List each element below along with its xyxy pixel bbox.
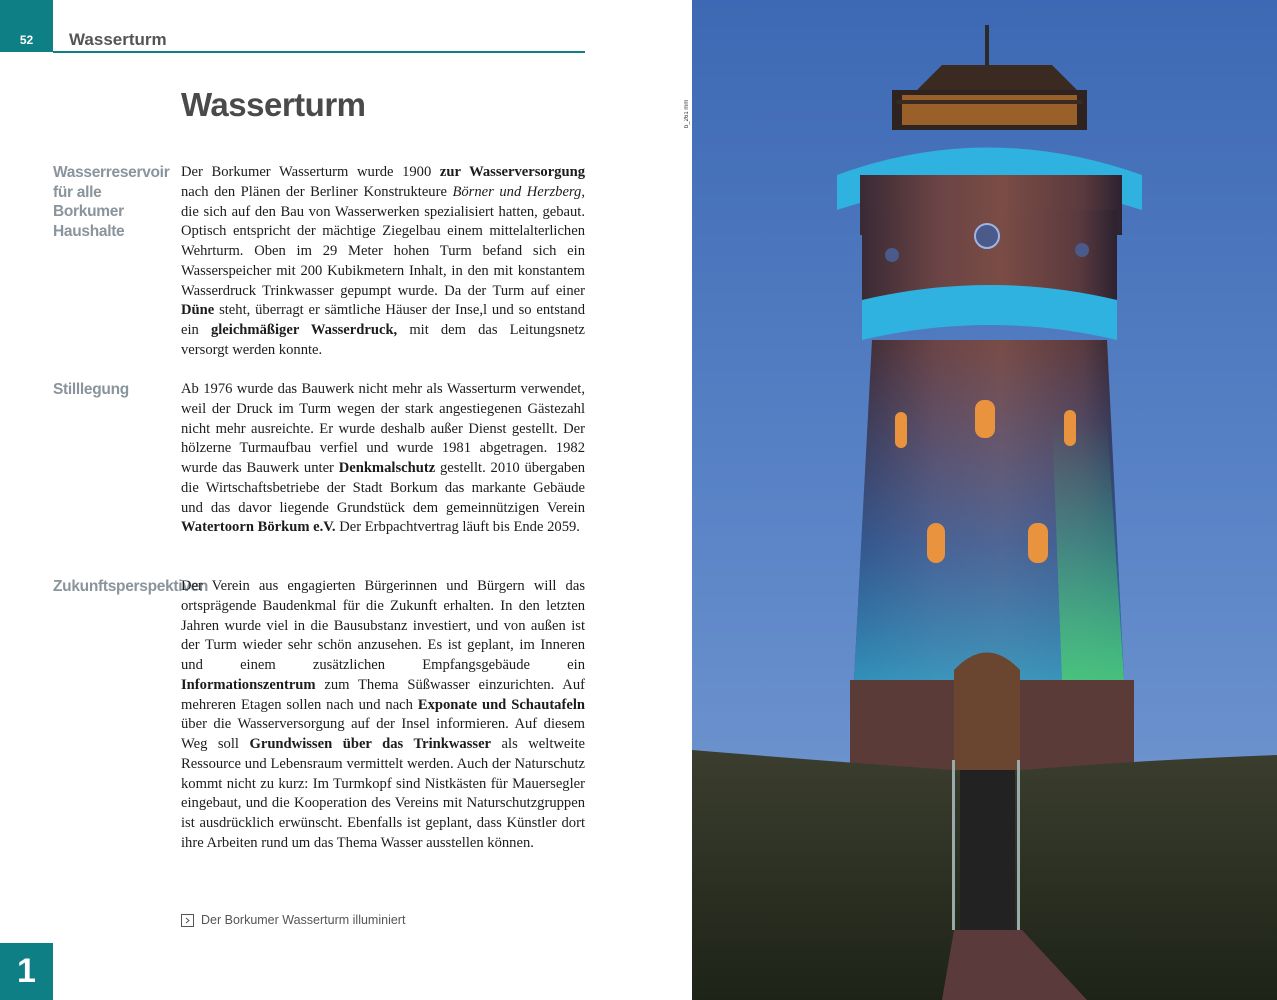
- emphasis-run: Düne: [181, 302, 215, 319]
- paragraph: [181, 577, 585, 854]
- text-run: gestellt. 2010 übergaben die Wirtschaftsbetriebe der Stadt Borkum das markante Gebäude und das davor liegende Grundstück dem gemeinnützigen Verein: [181, 460, 585, 516]
- section-body-reservoir: [181, 163, 585, 361]
- paragraph: [181, 380, 585, 538]
- side-heading-stilllegung: Stilllegung: [53, 381, 129, 398]
- section-body-zukunft: [181, 577, 585, 854]
- emphasis-run: Exponate und Schautafeln: [417, 696, 585, 713]
- chapter-number: 1: [17, 952, 36, 990]
- text-run: steht, überragt er sämtliche Häuser der Inse,l und so entstand ein: [181, 302, 585, 338]
- side-heading-zukunft: Zukunftsperspektiven: [53, 578, 209, 595]
- text-run: Der Verein aus engagierten Bürgerinnen und Bürgern will das ortsprägende Baudenkmal für die Zukunft erhalten. In den letzten Jahren wurde viel in die Bausubstanz investiert, und von außen ist der Turm wieder sehr schön anzusehen. Es ist geplant, im Inneren und einem zusätzlichen Empfangsgebäude ein: [181, 578, 585, 673]
- emphasis-run: Börner und Herzberg,: [452, 183, 585, 200]
- text-run: mit dem das Leitungsnetz versorgt werden konnte.: [181, 322, 586, 358]
- running-header: Wasserturm: [69, 30, 167, 49]
- side-heading-reservoir: Wasserreservoir für alle Borkumer Haushalte: [53, 164, 170, 240]
- emphasis-run: Denkmalschutz: [338, 460, 436, 476]
- page-number: 52: [19, 33, 34, 47]
- emphasis-run: zur Wasserversorgung: [439, 164, 586, 180]
- text-run: über die Wasserversorgung auf der Insel informieren. Auf diesem Weg soll: [181, 716, 585, 752]
- caption-text: Der Borkumer Wasserturm illuminiert: [201, 913, 406, 927]
- header-rule: [53, 51, 585, 53]
- photo-credit: b_261 mm: [684, 99, 690, 128]
- text-run: nach den Plänen der Berliner Konstrukteure: [181, 183, 453, 200]
- page-title: Wasserturm: [181, 86, 366, 123]
- water-tower-photo: [692, 0, 1277, 1000]
- photo-caption: [181, 913, 405, 927]
- text-run: Der Erbpachtvertrag läuft bis Ende 2059.: [335, 519, 580, 536]
- paragraph: [181, 163, 585, 361]
- emphasis-run: Informationszentrum: [181, 676, 316, 693]
- emphasis-run: Watertoorn Börkum e.V.: [181, 519, 336, 536]
- section-body-stilllegung: [181, 380, 585, 538]
- text-run: Der Borkumer Wasserturm wurde 1900: [181, 164, 440, 180]
- text-run: zum Thema Süßwasser einzurichten. Auf mehreren Etagen sollen nach und nach: [181, 676, 585, 713]
- text-run: als weltweite Ressource und Lebensraum vermittelt werden. Auch der Naturschutz kommt nicht zu kurz: Im Turmkopf sind Nistkästen für Mauersegler eingebaut, und die Kooperation des Vereins mit Naturschutzgruppen ist ausdrücklich erwünscht. Ebenfalls ist geplant, dass Künstler dort ihre Arbeiten rund um das Thema Wasser ausstellen können.: [181, 736, 585, 851]
- text-run: die sich auf den Bau von Wasserwerken spezialisiert hatten, gebaut. Optisch entspricht der mächtige Ziegelbau einem mittelalterlichen Wehrturm. Oben im 29 Meter hohen Turm befand sich ein Wasserspeicher mit 200 Kubikmetern Inhalt, in den mit konstantem Wasserdruck Trinkwasser gepumpt wurde. Da der Turm auf einer: [181, 203, 585, 299]
- text-run: Ab 1976 wurde das Bauwerk nicht mehr als Wasserturm verwendet, weil der Druck im Turm wegen der stark angestiegenen Gästezahl nicht mehr ausreichte. Er wurde deshalb außer Dienst gestellt. Der hölzerne Turmaufbau verfiel und wurde 1981 abgetragen. 1982 wurde das Bauwerk unter: [181, 381, 585, 476]
- caption-arrow-icon: [181, 914, 194, 927]
- emphasis-run: Grundwissen über das Trinkwasser: [249, 736, 492, 752]
- emphasis-run: gleichmäßiger Wasserdruck,: [210, 322, 398, 338]
